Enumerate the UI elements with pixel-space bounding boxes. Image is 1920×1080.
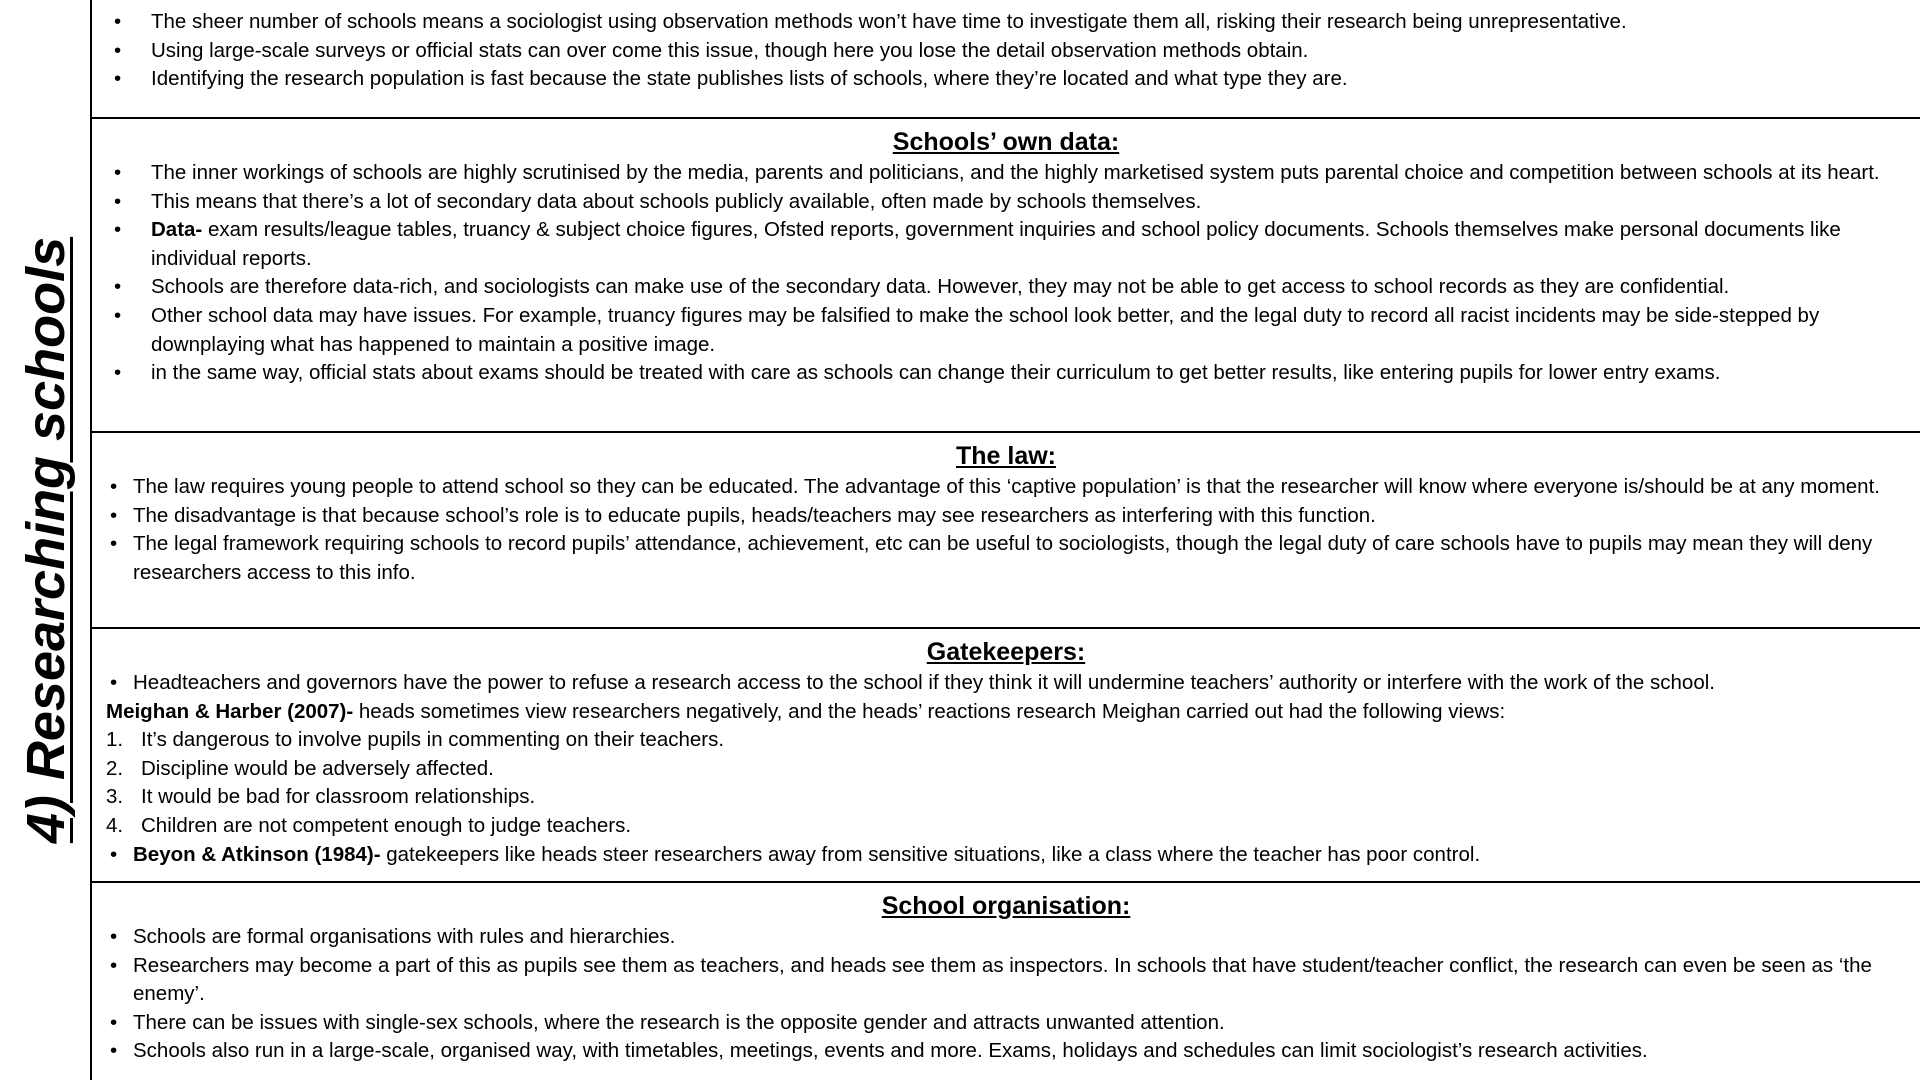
bullet-glyph: •: [110, 671, 118, 694]
bullet-glyph: •: [114, 303, 122, 327]
section-heading: Gatekeepers:: [926, 638, 1086, 666]
list-item: [106, 37, 1906, 66]
schools-data-bullet-list: [106, 159, 1906, 388]
citation-text: heads sometimes view researchers negatively, and the heads’ reactions research Meighan carried out had the following views:: [353, 699, 1506, 723]
list-item: [106, 1037, 1906, 1066]
side-title: 4) Researching schools: [16, 236, 76, 844]
item-text: Discipline would be adversely affected.: [141, 756, 494, 780]
item-text: Children are not competent enough to judge teachers.: [141, 813, 632, 837]
list-item: [106, 923, 1906, 952]
intro-bullet-list: [106, 8, 1906, 94]
beyon-bullet-list: [106, 841, 1906, 870]
item-number: 3.: [106, 785, 124, 809]
list-item: [106, 159, 1906, 188]
bullet-text: The disadvantage is that because school’s role is to educate pupils, heads/teachers may see researchers as interfering with this function.: [133, 503, 1376, 527]
list-item: [106, 669, 1906, 698]
bullet-text: Schools are formal organisations with rules and hierarchies.: [133, 925, 676, 948]
list-item: [106, 952, 1906, 1009]
bullet-text: exam results/league tables, truancy & subject choice figures, Ofsted reports, government inquiries and school policy documents. Schools themselves make personal documents like individual reports.: [151, 218, 1841, 270]
citation-bold: Beyon & Atkinson (1984)-: [133, 842, 381, 866]
section-schools-own-data: [92, 119, 1920, 433]
heads-views-numbered-list: [106, 726, 1906, 840]
item-number: 1.: [106, 728, 124, 752]
bullet-glyph: •: [110, 503, 118, 527]
bullet-text: The inner workings of schools are highly scrutinised by the media, parents and politicians, and the highly marketised system puts parental choice and competition between schools at its heart.: [151, 161, 1880, 184]
section-heading: The law:: [955, 442, 1056, 470]
bullet-text: The legal framework requiring schools to record pupils’ attendance, achievement, etc can be useful to sociologists, though the legal duty of care schools have to pupils may mean they will deny researchers access to this info.: [133, 532, 1873, 584]
content-area: [92, 0, 1920, 1080]
bullet-glyph: •: [110, 842, 118, 866]
list-item: [106, 473, 1906, 502]
bullet-text: Identifying the research population is fast because the state publishes lists of schools, where they’re located and what type they are.: [151, 67, 1348, 91]
list-item: [106, 530, 1906, 587]
bullet-glyph: •: [110, 925, 118, 948]
section-gatekeepers: [92, 629, 1920, 883]
section-heading: School organisation:: [881, 892, 1131, 920]
item-text: It would be bad for classroom relationships.: [141, 785, 536, 809]
bullet-glyph: •: [114, 361, 122, 385]
list-item: [106, 783, 1906, 812]
list-item: [106, 812, 1906, 841]
bullet-glyph: •: [110, 953, 118, 977]
bullet-glyph: •: [110, 1010, 118, 1034]
bullet-text: The sheer number of schools means a sociologist using observation methods won’t have time to investigate them all, risking their research being unrepresentative.: [151, 10, 1627, 33]
gatekeepers-bullet-list: [106, 669, 1906, 698]
bullet-text: Schools are therefore data-rich, and sociologists can make use of the secondary data. However, they may not be able to get access to school records as they are confidential.: [151, 275, 1730, 299]
bullet-text: Schools also run in a large-scale, organised way, with timetables, meetings, events and more. Exams, holidays and schedules can limit sociologist’s research activities.: [133, 1039, 1648, 1063]
item-number: 2.: [106, 756, 124, 780]
law-bullet-list: [106, 473, 1906, 587]
bullet-text: There can be issues with single-sex schools, where the research is the opposite gender and attracts unwanted attention.: [133, 1010, 1225, 1034]
list-item: [106, 1009, 1906, 1038]
citation-bold: Meighan & Harber (2007)-: [106, 699, 354, 723]
bullet-text: This means that there’s a lot of secondary data about schools publicly available, often made by schools themselves.: [151, 189, 1202, 213]
list-item: [106, 841, 1906, 870]
list-item: [106, 188, 1906, 217]
bullet-text: Using large-scale surveys or official stats can over come this issue, though here you lose the detail observation methods obtain.: [151, 38, 1309, 62]
bullet-text: Researchers may become a part of this as pupils see them as teachers, and heads see them as inspectors. In schools that have student/teacher conflict, the research can even be seen as ‘the enemy’.: [133, 953, 1872, 1006]
bullet-glyph: •: [110, 532, 118, 556]
list-item: [106, 216, 1906, 273]
list-item: [106, 755, 1906, 784]
organisation-bullet-list: [106, 923, 1906, 1066]
section-the-law: [92, 433, 1920, 629]
bullet-bold-lead: Data-: [151, 218, 203, 242]
bullet-glyph: •: [114, 275, 122, 299]
list-item: [106, 359, 1906, 388]
section-school-organisation: [92, 883, 1920, 1080]
list-item: [106, 8, 1906, 37]
bullet-glyph: •: [110, 475, 118, 498]
list-item: [106, 726, 1906, 755]
side-title-panel: [0, 0, 92, 1080]
list-item: [106, 302, 1906, 359]
bullet-text: The law requires young people to attend school so they can be educated. The advantage of this ‘captive population’ is that the researcher will know where everyone is/should be at any moment.: [133, 475, 1880, 498]
section-intro: [92, 0, 1920, 119]
item-number: 4.: [106, 813, 124, 837]
bullet-glyph: •: [114, 189, 122, 213]
bullet-glyph: •: [114, 38, 122, 62]
bullet-glyph: •: [114, 161, 122, 184]
bullet-text: in the same way, official stats about exams should be treated with care as schools can change their curriculum to get better results, like entering pupils for lower entry exams.: [151, 361, 1721, 385]
meighan-harber-paragraph: [106, 698, 1906, 727]
bullet-glyph: •: [114, 67, 122, 91]
list-item: [106, 65, 1906, 94]
citation-text: gatekeepers like heads steer researchers away from sensitive situations, like a class where the teacher has poor control.: [380, 842, 1481, 866]
bullet-glyph: •: [110, 1039, 118, 1063]
bullet-text: Headteachers and governors have the power to refuse a research access to the school if they think it will undermine teachers’ authority or interfere with the work of the school.: [133, 671, 1715, 694]
bullet-glyph: •: [114, 10, 122, 33]
list-item: [106, 273, 1906, 302]
bullet-text: Other school data may have issues. For example, truancy figures may be falsified to make the school look better, and the legal duty to record all racist incidents may be side-stepped by downplaying what has happened to maintain a positive image.: [151, 303, 1820, 356]
item-text: It’s dangerous to involve pupils in commenting on their teachers.: [141, 728, 725, 752]
section-heading: Schools’ own data:: [892, 128, 1120, 156]
bullet-glyph: •: [114, 218, 122, 242]
list-item: [106, 502, 1906, 531]
